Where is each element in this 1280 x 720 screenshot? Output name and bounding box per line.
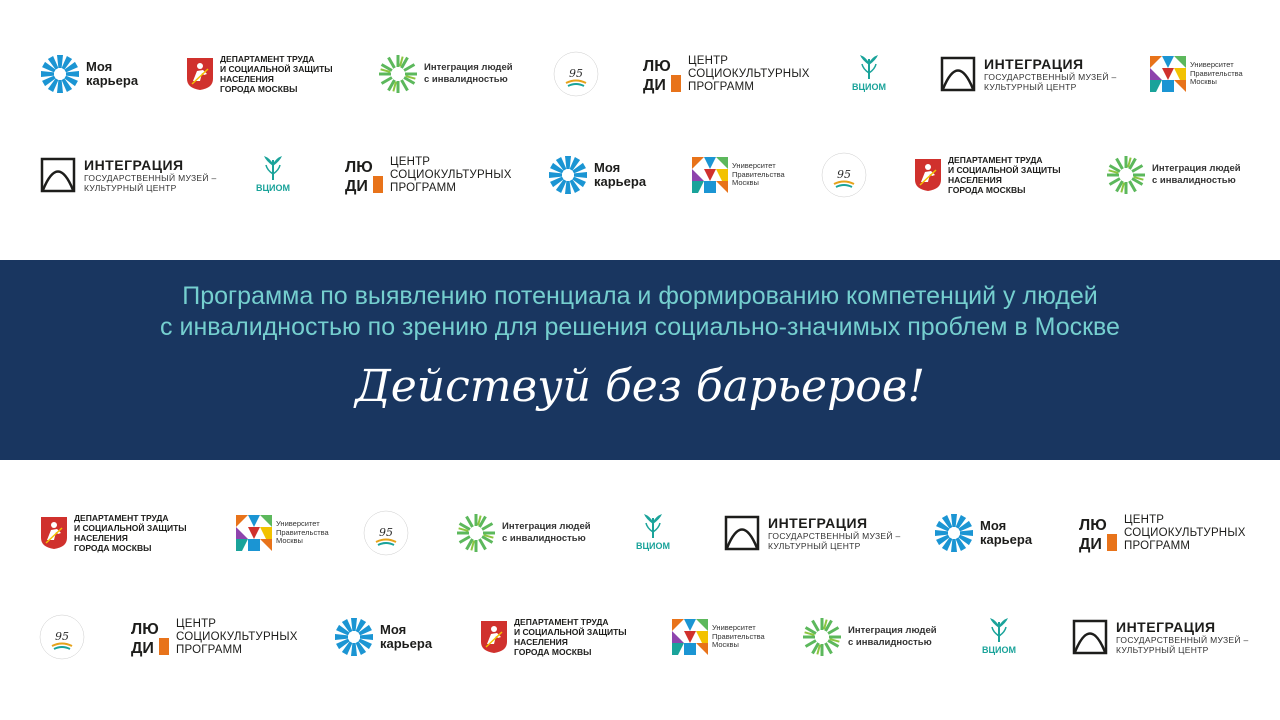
moskovskaya-emblem-icon bbox=[38, 613, 86, 661]
integraciya-lyudey-sun-icon bbox=[378, 54, 418, 94]
svg-text:ЛЮ: ЛЮ bbox=[643, 58, 671, 75]
university-line3: Москвы bbox=[732, 178, 759, 188]
moskovskaya-number: 95 bbox=[569, 67, 583, 80]
logo-moya-karera bbox=[334, 605, 432, 669]
department-line1: ДЕПАРТАМЕНТ ТРУДА bbox=[948, 155, 1043, 165]
ludi-center-line1: ЦЕНТР bbox=[1124, 513, 1165, 526]
logo-moskovskaya bbox=[820, 143, 868, 207]
logo-ludi-center bbox=[344, 143, 512, 207]
department-line4: ГОРОДА МОСКВЫ bbox=[74, 543, 152, 553]
logo-row-2 bbox=[0, 143, 1280, 207]
department-line2: И СОЦИАЛЬНОЙ ЗАЩИТЫ bbox=[220, 64, 333, 74]
moya-karera-line1: Моя bbox=[86, 59, 113, 74]
department-line3: НАСЕЛЕНИЯ bbox=[220, 74, 274, 84]
logo-integraciya-museum bbox=[40, 143, 216, 207]
logo-department bbox=[914, 143, 1061, 207]
integraciya-museum-name: ИНТЕГРАЦИЯ bbox=[1116, 619, 1216, 635]
logo-department bbox=[186, 42, 333, 106]
integraciya-museum-line2: КУЛЬТУРНЫЙ ЦЕНТР bbox=[768, 541, 861, 551]
integraciya-museum-name: ИНТЕГРАЦИЯ bbox=[984, 56, 1084, 72]
university-line1: Университет bbox=[732, 161, 776, 171]
university-line2: Правительства bbox=[276, 527, 329, 537]
integraciya-lyudey-line2: с инвалидностью bbox=[502, 533, 586, 544]
integraciya-lyudey-line1: Интеграция людей bbox=[502, 521, 591, 532]
university-line3: Москвы bbox=[1190, 77, 1217, 87]
svg-text:ДИ: ДИ bbox=[643, 77, 666, 94]
university-mosaic-icon bbox=[1150, 56, 1186, 92]
logo-ludi-center bbox=[130, 605, 298, 669]
integraciya-lyudey-line1: Интеграция людей bbox=[1152, 163, 1241, 174]
university-line1: Университет bbox=[276, 519, 320, 529]
university-line2: Правительства bbox=[732, 169, 785, 179]
integraciya-lyudey-line1: Интеграция людей bbox=[848, 625, 937, 636]
ludi-mark-icon bbox=[130, 617, 170, 657]
moscow-crest-icon bbox=[40, 516, 68, 550]
svg-text:ДИ: ДИ bbox=[131, 640, 154, 657]
integraciya-museum-name: ИНТЕГРАЦИЯ bbox=[84, 157, 184, 173]
university-line1: Университет bbox=[1190, 60, 1234, 70]
banner-subtitle-line2: с инвалидностью по зрению для решения социально-значимых проблем в Москве bbox=[160, 313, 1120, 341]
moya-karera-sun-icon bbox=[334, 617, 374, 657]
university-line3: Москвы bbox=[276, 536, 303, 546]
integraciya-lyudey-line2: с инвалидностью bbox=[1152, 175, 1236, 186]
department-line1: ДЕПАРТАМЕНТ ТРУДА bbox=[74, 513, 169, 523]
department-line4: ГОРОДА МОСКВЫ bbox=[514, 647, 592, 657]
banner-title: Действуй без барьеров! bbox=[354, 361, 926, 412]
integraciya-museum-line1: ГОСУДАРСТВЕННЫЙ МУЗЕЙ – bbox=[984, 72, 1117, 82]
logo-integraciya-museum bbox=[940, 42, 1116, 106]
ludi-mark-icon bbox=[1078, 513, 1118, 553]
integraciya-museum-line2: КУЛЬТУРНЫЙ ЦЕНТР bbox=[984, 82, 1077, 92]
moskovskaya-emblem-icon bbox=[362, 509, 410, 557]
logo-moya-karera bbox=[548, 143, 646, 207]
university-line2: Правительства bbox=[1190, 68, 1243, 78]
integraciya-arch-icon bbox=[724, 515, 760, 551]
svg-text:ЛЮ: ЛЮ bbox=[1079, 517, 1107, 534]
ludi-mark-icon bbox=[642, 54, 682, 94]
logo-vciom bbox=[972, 605, 1026, 669]
banner-subtitle-line1: Программа по выявлению потенциала и формированию компетенций у людей bbox=[182, 282, 1098, 310]
moskovskaya-number: 95 bbox=[55, 630, 69, 643]
integraciya-lyudey-line2: с инвалидностью bbox=[424, 74, 508, 85]
university-line2: Правительства bbox=[712, 631, 765, 641]
moya-karera-line2: карьера bbox=[980, 532, 1033, 547]
moscow-crest-icon bbox=[186, 57, 214, 91]
svg-text:ЛЮ: ЛЮ bbox=[345, 159, 373, 176]
vciom-tree-icon bbox=[972, 614, 1026, 660]
moskovskaya-number: 95 bbox=[837, 168, 851, 181]
logo-university bbox=[1150, 42, 1243, 106]
logo-moskovskaya bbox=[362, 501, 410, 565]
logo-vciom bbox=[246, 143, 300, 207]
moya-karera-line2: карьера bbox=[594, 174, 647, 189]
moscow-crest-icon bbox=[914, 158, 942, 192]
integraciya-museum-line2: КУЛЬТУРНЫЙ ЦЕНТР bbox=[84, 183, 177, 193]
integraciya-lyudey-sun-icon bbox=[1106, 155, 1146, 195]
integraciya-arch-icon bbox=[1072, 619, 1108, 655]
moskovskaya-emblem-icon bbox=[552, 50, 600, 98]
moya-karera-line1: Моя bbox=[594, 160, 621, 175]
department-line3: НАСЕЛЕНИЯ bbox=[948, 175, 1002, 185]
vciom-tree-icon bbox=[626, 510, 680, 556]
vciom-tree-icon bbox=[246, 152, 300, 198]
moya-karera-line1: Моя bbox=[980, 518, 1007, 533]
logo-university bbox=[236, 501, 329, 565]
department-line2: И СОЦИАЛЬНОЙ ЗАЩИТЫ bbox=[948, 165, 1061, 175]
university-line1: Университет bbox=[712, 623, 756, 633]
integraciya-lyudey-sun-icon bbox=[802, 617, 842, 657]
moya-karera-sun-icon bbox=[934, 513, 974, 553]
integraciya-museum-line1: ГОСУДАРСТВЕННЫЙ МУЗЕЙ – bbox=[84, 173, 217, 183]
department-line2: И СОЦИАЛЬНОЙ ЗАЩИТЫ bbox=[514, 627, 627, 637]
moscow-crest-icon bbox=[480, 620, 508, 654]
logo-moya-karera bbox=[40, 42, 138, 106]
moskovskaya-emblem-icon bbox=[820, 151, 868, 199]
department-line1: ДЕПАРТАМЕНТ ТРУДА bbox=[220, 54, 315, 64]
university-mosaic-icon bbox=[236, 515, 272, 551]
ludi-center-line2: СОЦИОКУЛЬТУРНЫХ bbox=[1124, 526, 1246, 539]
svg-text:ДИ: ДИ bbox=[1079, 536, 1102, 553]
vciom-name: ВЦИОМ bbox=[981, 645, 1017, 655]
integraciya-lyudey-sun-icon bbox=[456, 513, 496, 553]
logo-university bbox=[672, 605, 765, 669]
logo-row-3 bbox=[0, 501, 1280, 565]
university-line3: Москвы bbox=[712, 640, 739, 650]
logo-ludi-center bbox=[642, 42, 810, 106]
logo-integraciya-lyudey bbox=[802, 605, 937, 669]
ludi-center-line3: ПРОГРАММ bbox=[1124, 539, 1191, 552]
svg-text:ЛЮ: ЛЮ bbox=[131, 621, 159, 638]
logo-moya-karera bbox=[934, 501, 1032, 565]
moya-karera-line1: Моя bbox=[380, 622, 407, 637]
logo-department bbox=[480, 605, 627, 669]
moya-karera-line2: карьера bbox=[380, 636, 433, 651]
vciom-name: ВЦИОМ bbox=[635, 541, 671, 551]
logo-university bbox=[692, 143, 785, 207]
moskovskaya-number: 95 bbox=[379, 526, 393, 539]
ludi-mark-icon bbox=[344, 155, 384, 195]
university-mosaic-icon bbox=[692, 157, 728, 193]
integraciya-museum-line2: КУЛЬТУРНЫЙ ЦЕНТР bbox=[1116, 645, 1209, 655]
vciom-name: ВЦИОМ bbox=[851, 82, 887, 92]
moya-karera-sun-icon bbox=[548, 155, 588, 195]
ludi-center-line2: СОЦИОКУЛЬТУРНЫХ bbox=[688, 67, 810, 80]
ludi-center-line2: СОЦИОКУЛЬТУРНЫХ bbox=[390, 168, 512, 181]
vciom-tree-icon bbox=[842, 51, 896, 97]
logo-integraciya-museum bbox=[1072, 605, 1248, 669]
logo-moskovskaya bbox=[552, 42, 600, 106]
department-line4: ГОРОДА МОСКВЫ bbox=[220, 84, 298, 94]
logo-integraciya-lyudey bbox=[1106, 143, 1241, 207]
integraciya-arch-icon bbox=[940, 56, 976, 92]
logo-vciom bbox=[626, 501, 680, 565]
integraciya-museum-line1: ГОСУДАРСТВЕННЫЙ МУЗЕЙ – bbox=[1116, 635, 1249, 645]
logo-department bbox=[40, 501, 187, 565]
integraciya-arch-icon bbox=[40, 157, 76, 193]
logo-integraciya-lyudey bbox=[378, 42, 513, 106]
logo-integraciya-lyudey bbox=[456, 501, 591, 565]
integraciya-museum-name: ИНТЕГРАЦИЯ bbox=[768, 515, 868, 531]
logo-integraciya-museum bbox=[724, 501, 900, 565]
ludi-center-line3: ПРОГРАММ bbox=[176, 643, 243, 656]
svg-text:ДИ: ДИ bbox=[345, 178, 368, 195]
logo-moskovskaya bbox=[38, 605, 86, 669]
moya-karera-sun-icon bbox=[40, 54, 80, 94]
moya-karera-line2: карьера bbox=[86, 73, 139, 88]
integraciya-lyudey-line1: Интеграция людей bbox=[424, 62, 513, 73]
ludi-center-line2: СОЦИОКУЛЬТУРНЫХ bbox=[176, 630, 298, 643]
ludi-center-line1: ЦЕНТР bbox=[390, 155, 431, 168]
program-banner bbox=[0, 260, 1280, 460]
vciom-name: ВЦИОМ bbox=[255, 183, 291, 193]
integraciya-museum-line1: ГОСУДАРСТВЕННЫЙ МУЗЕЙ – bbox=[768, 531, 901, 541]
department-line3: НАСЕЛЕНИЯ bbox=[74, 533, 128, 543]
department-line4: ГОРОДА МОСКВЫ bbox=[948, 185, 1026, 195]
logo-vciom bbox=[842, 42, 896, 106]
logo-ludi-center bbox=[1078, 501, 1246, 565]
integraciya-lyudey-line2: с инвалидностью bbox=[848, 637, 932, 648]
logo-row-1 bbox=[0, 42, 1280, 106]
university-mosaic-icon bbox=[672, 619, 708, 655]
department-line1: ДЕПАРТАМЕНТ ТРУДА bbox=[514, 617, 609, 627]
department-line2: И СОЦИАЛЬНОЙ ЗАЩИТЫ bbox=[74, 523, 187, 533]
ludi-center-line1: ЦЕНТР bbox=[688, 54, 729, 67]
department-line3: НАСЕЛЕНИЯ bbox=[514, 637, 568, 647]
logo-row-4 bbox=[0, 605, 1280, 669]
ludi-center-line3: ПРОГРАММ bbox=[390, 181, 457, 194]
ludi-center-line1: ЦЕНТР bbox=[176, 617, 217, 630]
ludi-center-line3: ПРОГРАММ bbox=[688, 80, 755, 93]
